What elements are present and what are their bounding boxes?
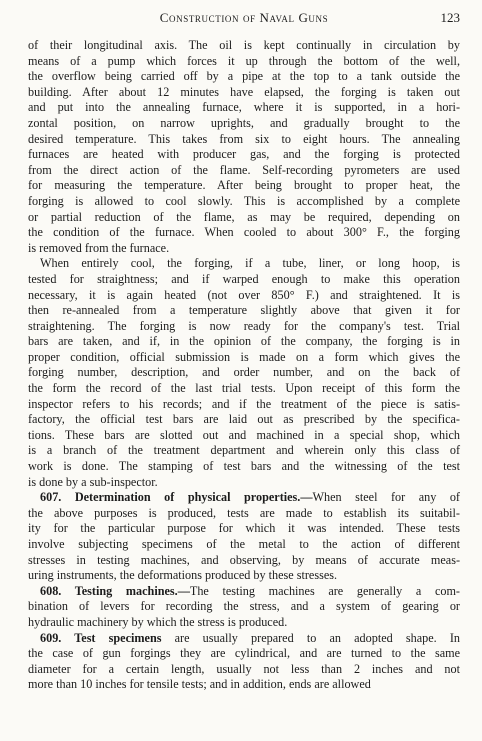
text-line: forging is allowed to cool slowly. This is accomplished by a complete (28, 193, 460, 208)
text-line: the form the record of the last trial tests. Upon receipt of this form the (28, 381, 460, 396)
text-line: from the direct action of the flame. Self-recording pyrometers are used (28, 162, 460, 177)
section-heading: 609. Test specimens (40, 630, 162, 645)
text-line (28, 490, 460, 506)
section-heading: 608. Testing machines.— (40, 583, 190, 598)
text-line: ity for the particular purpose for which it was intended. These tests (28, 521, 460, 536)
text-line: the case of gun forgings they are cylindrical, and are turned to the same (28, 646, 460, 661)
text-line: stresses in testing machines, and observing, by means of accurate meas- (28, 552, 460, 567)
text-line: means of a pump which forces it up through the bottom of the well, (28, 53, 460, 68)
text-line: tions. These bars are slotted out and machined in a special shop, which (28, 427, 460, 442)
text-line: or partial reduction of the flame, as may be required, depending on (28, 209, 460, 224)
page-header (28, 10, 460, 26)
paragraph (28, 490, 460, 584)
text-line: desired temperature. This takes from six to eight hours. The annealing (28, 131, 460, 146)
text-line: the condition of the furnace. When cooled to about 300° F., the forging (28, 225, 460, 240)
text-run: When steel for any of (312, 490, 460, 505)
text-line: furnaces are heated with producer gas, and the forging is protected (28, 147, 460, 162)
text-line: straightening. The forging is now ready for the company's test. Trial (28, 318, 460, 333)
text-line: the above purposes is produced, tests are made to establish its suitabil- (28, 505, 460, 520)
text-line: is a branch of the treatment department and wherein only this class of (28, 443, 460, 458)
text-line: for measuring the temperature. After being brought to proper heat, the (28, 178, 460, 193)
text-line: bination of levers for recording the stress, and a system of gearing or (28, 599, 460, 614)
text-line (28, 584, 460, 600)
text-line: is removed from the furnace. (28, 240, 170, 255)
text-line: is done by a sub-inspector. (28, 474, 158, 489)
text-line: When entirely cool, the forging, if a tube, liner, or long hoop, is (40, 256, 460, 271)
text-line: proper condition, official submission is made on a form which gives the (28, 349, 460, 364)
text-line: inspector refers to his records; and if the treatment of the piece is satis- (28, 396, 460, 411)
text-line: tested for straightness; and if warped enough to make this operation (28, 271, 460, 286)
paragraph (28, 631, 460, 693)
text-run: The testing machines are generally a com- (189, 583, 460, 598)
paragraph (28, 256, 460, 490)
section-heading: 607. Determination of physical properties.— (40, 490, 313, 505)
text-run: are usually prepared to an adopted shape. In (161, 630, 460, 645)
running-head: Construction of Naval Guns (159, 10, 329, 25)
text-line: and put into the annealing furnace, where it is supported, in a hori- (28, 100, 460, 115)
text-line: factory, the official test bars are laid out as prescribed by the specifica- (28, 412, 460, 427)
body-text (28, 38, 460, 693)
paragraph (28, 38, 460, 256)
text-line: uring instruments, the deformations produced by these stresses. (28, 568, 338, 583)
text-line: then re-annealed from a temperature slightly above that given it for (28, 303, 460, 318)
text-line: building. After about 12 minutes have elapsed, the forging is taken out (28, 84, 460, 99)
text-line (28, 631, 460, 647)
text-line: involve subjecting specimens of the metal to the action of different (28, 537, 460, 551)
text-line: the overflow being carried off by a pipe at the top to a tank outside the (28, 69, 460, 84)
text-line: bars are taken, and if, in the opinion of the company, the forging is in (28, 334, 460, 349)
text-line: forging number, description, and order number, and on the back of (28, 365, 460, 380)
text-line: necessary, it is again heated (not over 850° F.) and straightened. It is (28, 287, 460, 302)
text-line: zontal position, on narrow uprights, and gradually brought to the (28, 115, 460, 130)
paragraph (28, 584, 460, 631)
text-line: more than 10 inches for tensile tests; and in addition, ends are allowed (28, 677, 371, 692)
text-line: diameter for a certain length, usually not less than 2 inches and not (28, 661, 460, 676)
text-line: hydraulic machinery by which the stress is produced. (28, 614, 288, 629)
text-line: of their longitudinal axis. The oil is kept continually in circulation by (28, 38, 460, 52)
page-number: 123 (440, 10, 460, 25)
text-line: work is done. The stamping of test bars and the witnessing of the test (28, 459, 460, 474)
